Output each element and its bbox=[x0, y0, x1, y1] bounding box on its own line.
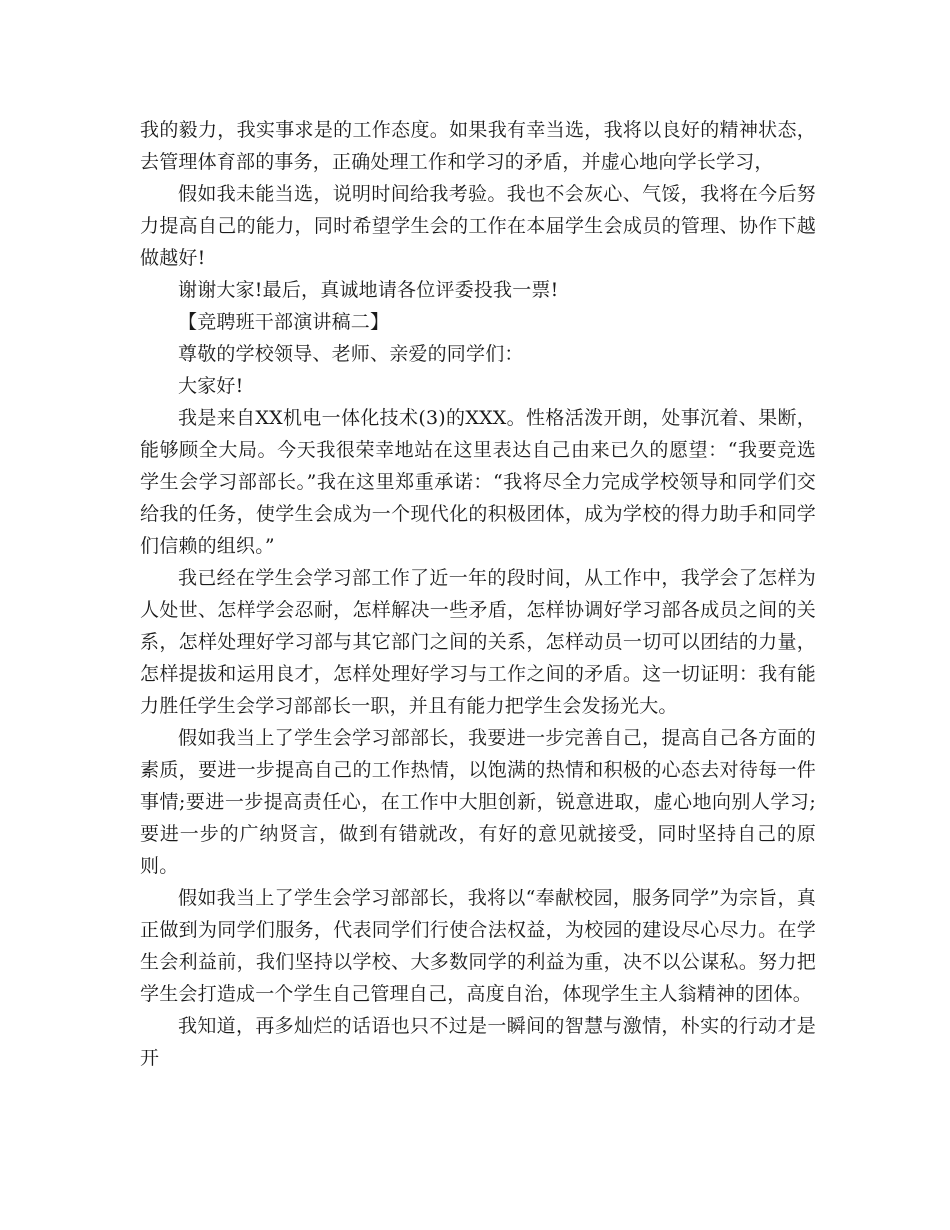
greeting: 大家好! bbox=[178, 375, 244, 397]
paragraph: 假如我未能当选，说明时间给我考验。我也不会灰心、气馁，我将在今后努力提高自己的能力，同时希望学生会的工作在本届学生会成员的管理、协作下越做越好! bbox=[140, 183, 816, 269]
paragraph: 我的毅力，我实事求是的工作态度。如果我有幸当选，我将以良好的精神状态，去管理体育部的事务，正确处理工作和学习的矛盾，并虚心地向学长学习， bbox=[140, 119, 816, 173]
paragraph: 我是来自XX机电一体化技术(3)的XXX。性格活泼开朗，处事沉着、果断，能够顾全大局。今天我很荣幸地站在这里表达自己由来已久的愿望：“我要竞选学生会学习部部长。”我在这里郑重承诺：“我将尽全力完成学校领导和同学们交给我的任务，使学生会成为一个现代化的积极团体，成为学校的得力助手和同学们信赖的组织。” bbox=[140, 407, 816, 557]
paragraph: 我已经在学生会学习部工作了近一年的段时间，从工作中，我学会了怎样为人处世、怎样学会忍耐，怎样解决一些矛盾，怎样协调好学习部各成员之间的关系，怎样处理好学习部与其它部门之间的关系，怎样动员一切可以团结的力量，怎样提拔和运用良才，怎样处理好学习与工作之间的矛盾。这一切证明：我有能力胜任学生会学习部部长一职，并且有能力把学生会发扬光大。 bbox=[140, 567, 816, 717]
section-heading: 【竞聘班干部演讲稿二】 bbox=[178, 311, 390, 333]
paragraph: 我知道，再多灿烂的话语也只不过是一瞬间的智慧与激情，朴实的行动才是开 bbox=[140, 1015, 816, 1069]
paragraph: 谢谢大家!最后，真诚地请各位评委投我一票! bbox=[178, 279, 559, 301]
paragraph: 假如我当上了学生会学习部部长，我要进一步完善自己，提高自己各方面的素质，要进一步提高自己的工作热情，以饱满的热情和积极的心态去对待每一件事情;要进一步提高责任心，在工作中大胆创新，锐意进取，虚心地向别人学习;要进一步的广纳贤言，做到有错就改，有好的意见就接受，同时坚持自己的原则。 bbox=[140, 727, 816, 877]
document-body bbox=[140, 114, 816, 1074]
paragraph: 假如我当上了学生会学习部部长，我将以“奉献校园，服务同学”为宗旨，真正做到为同学们服务，代表同学们行使合法权益，为校园的建设尽心尽力。在学生会利益前，我们坚持以学校、大多数同学的利益为重，决不以公谋私。努力把学生会打造成一个学生自己管理自己，高度自治，体现学生主人翁精神的团体。 bbox=[140, 887, 816, 1005]
salutation: 尊敬的学校领导、老师、亲爱的同学们： bbox=[178, 343, 524, 365]
